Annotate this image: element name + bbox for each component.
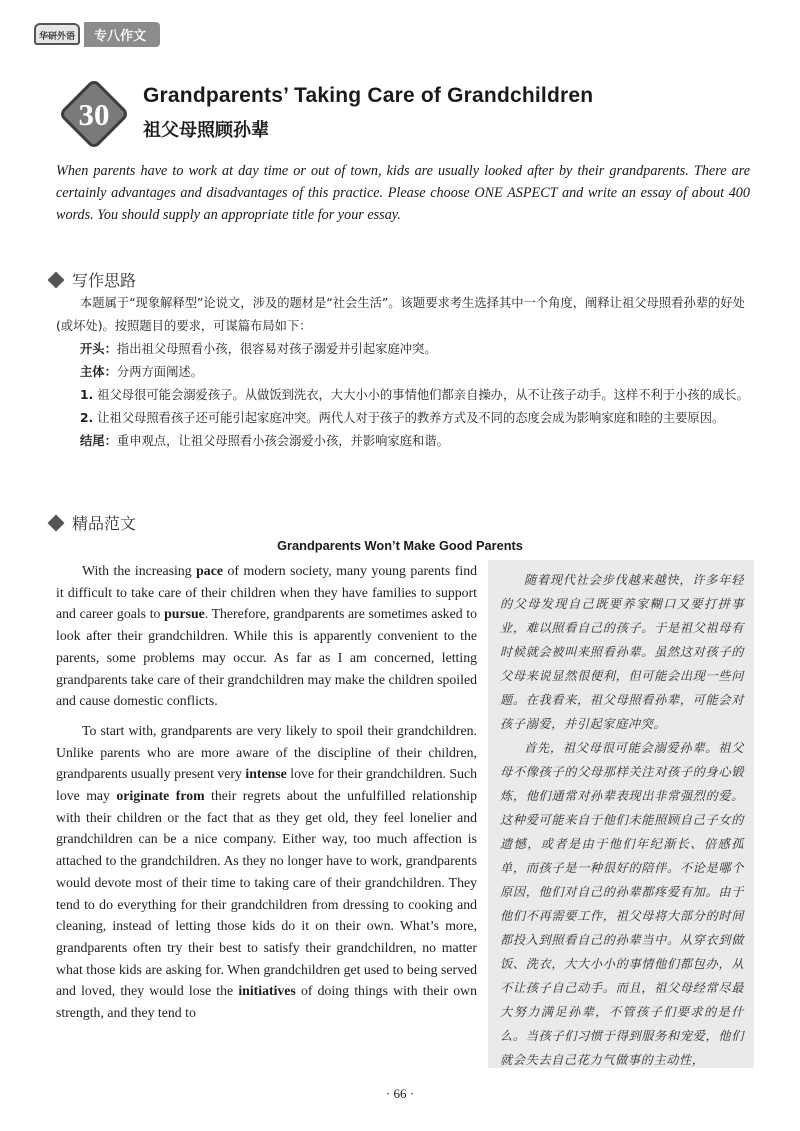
ideas-intro: 本题属于“现象解释型”论说文，涉及的题材是“社会生活”。该题要求考生选择其中一个角度，阐释让祖父母照看孙辈的好处(或坏处)。按照题目的要求，可谋篇布局如下：: [56, 296, 745, 333]
essay-paragraph-1: With the increasing pace of modern society, many young parents find it difficult to take care of their children when they have families to support and career goals to pursue. Therefore, grandparents are sometimes asked to look after their grandchildren. While this is apparently convenient to the parents, some problems may occur. As far as I am concerned, letting grandparents take care of their grandchildren may make the children spoiled and cause domestic conflicts.: [56, 563, 477, 709]
header-tag: [34, 22, 160, 46]
ideas-body: 主体：分两方面阐述。: [80, 365, 203, 379]
ideas-opening: 开头：指出祖父母照看小孩，很容易对孩子溺爱并引起家庭冲突。: [80, 342, 437, 356]
sample-essay-heading: [44, 511, 136, 534]
topic-title-cn: 祖父母照顾孙辈: [143, 120, 269, 141]
ideas-ending: 结尾：重申观点，让祖父母照看小孩会溺爱小孩，并影响家庭和谐。: [80, 434, 449, 448]
topic-title-en: Grandparents’ Taking Care of Grandchildren: [143, 84, 594, 107]
topic-number-badge: [58, 78, 130, 150]
essay-body-en: [56, 560, 477, 1024]
writing-ideas-heading-text: 写作思路: [72, 271, 137, 290]
translation-paragraph-2: 首先，祖父母很可能会溺爱孙辈。祖父母不像孩子的父母那样关注对孩子的身心锻炼，他们通常对孙辈表现出非常强烈的爱。这种爱可能来自于他们未能照顾自己子女的遗憾，或者是由于他们年纪渐长、倍感孤单，而孩子是一种很好的陪伴。不论是哪个原因，他们对自己的孙辈都疼爱有加。由于他们不再需要工作，祖父母将大部分的时间都投入到照看自己的孙辈当中。从穿衣到做饭、洗衣，大大小小的事情他们都包办，从不让孩子自己动手。而且，祖父母经常尽最大努力满足孙辈，不管孩子们要求的是什么。当孩子们习惯于得到服务和宠爱，他们就会失去自己花力气做事的主动性，: [500, 741, 744, 1067]
sample-essay-heading-text: 精品范文: [72, 514, 137, 533]
essay-title: Grandparents Won’t Make Good Parents: [277, 538, 523, 553]
essay-prompt: When parents have to work at day time or out of town, kids are usually looked after by their grandparents. There are certainly advantages and disadvantages of this practice. Please choose ONE ASPECT and write an essay of about 400 words. You should supply an appropriate title for your essay.: [56, 163, 750, 223]
brand-logo: 华研外语: [34, 23, 80, 45]
essay-translation-box: [488, 560, 754, 1068]
ideas-point-2: 2. 让祖父母照看孩子还可能引起家庭冲突。两代人对于孩子的教养方式及不同的态度会成为影响家庭和睦的主要原因。: [80, 411, 725, 425]
essay-paragraph-2: To start with, grandparents are very likely to spoil their grandchildren. Unlike parents who are more aware of the discipline of their children, grandparents usually present very intense love for their grandchildren. Such love may originate from their regrets about the unfulfilled relationship with their children or the fact that as they get old, they feel lonelier and grandchildren can be a nice company. Either way, too much affection is attached to the grandchildren. As they no longer have to work, grandparents would devote most of their time to taking care of their grandchildren. They tend to do everything for their grandchildren from dressing to cooking and cleaning, instead of letting those kids do it on their own. What’s more, grandparents often try their best to satisfy their grandchildren, no matter what those kids are asking for. When grandchildren get used to being served and loved, they would lose the initiatives of doing things with their own strength, and they tend to: [56, 722, 478, 1021]
section-label: 专八作文: [84, 22, 160, 47]
topic-number: 30: [78, 97, 110, 132]
page-number: · 66 ·: [385, 1086, 415, 1101]
diamond-bullet-icon: [48, 271, 65, 288]
ideas-point-1: 1. 祖父母很可能会溺爱孩子。从做饭到洗衣，大大小小的事情他们都亲自操办，从不让孩子动手。这样不利于小孩的成长。: [80, 388, 749, 402]
diamond-bullet-icon: [48, 514, 65, 531]
translation-paragraph-1: 随着现代社会步伐越来越快，许多年轻的父母发现自己既要养家糊口又要打拼事业，难以照看自己的孩子。于是祖父祖母有时候就会被叫来照看孙辈。虽然这对孩子的父母来说显然很便利，但可能会出现一些问题。在我看来，祖父母照看孙辈，可能会对孩子溺爱，并引起家庭冲突。: [500, 573, 744, 731]
writing-ideas-body: [56, 292, 752, 453]
writing-ideas-heading: [44, 268, 136, 291]
